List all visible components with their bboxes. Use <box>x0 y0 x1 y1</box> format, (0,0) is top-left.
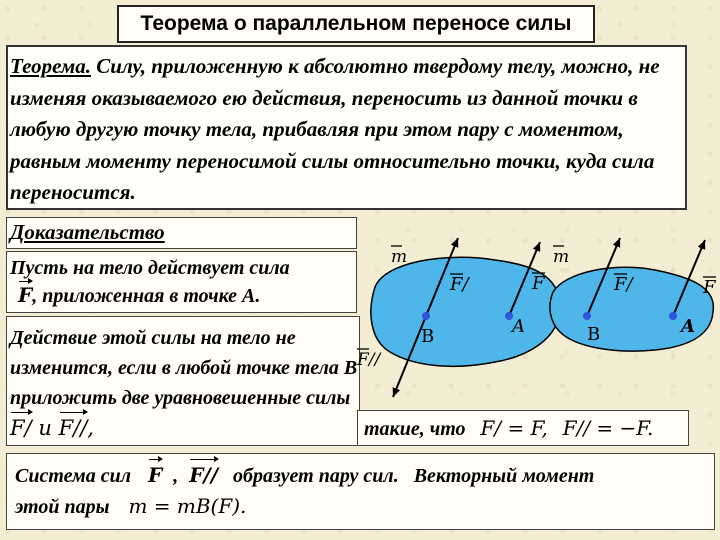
proof-label: Доказательство <box>10 220 165 244</box>
proof-para2: Действие этой силы на тело не изменится, если в любой точке тела B приложить две уравновешенные силы <box>10 327 358 409</box>
force-F-symbol: F <box>18 283 33 307</box>
forces-pair-formula: F/ и F//, <box>10 416 94 440</box>
label-F-right: F <box>703 277 716 298</box>
such-that-box <box>357 410 689 446</box>
system-F2-symbol: F// <box>189 460 218 490</box>
system-suffix: Векторный момент <box>413 465 595 487</box>
label-m-right: m <box>553 247 570 267</box>
label-m-left: m <box>391 247 408 267</box>
point-B-left <box>422 312 430 320</box>
label-B-right: B <box>587 324 601 345</box>
equation-2: F// = −F. <box>562 416 654 440</box>
such-that-label: такие, что <box>364 418 466 440</box>
label-F-left: F <box>532 273 545 294</box>
force-F1-symbol: F/ <box>10 413 32 443</box>
force-F2-symbol: F// <box>59 413 88 443</box>
theorem-box <box>6 45 687 210</box>
system-box <box>6 453 715 530</box>
label-F2-left: F// <box>357 350 381 370</box>
label-A-left: A <box>512 316 525 337</box>
title-box <box>117 5 595 43</box>
system-text: Система сил F , F// образует пару сил. Векторный момент этой пары m = mB(F). <box>15 460 594 522</box>
point-B-right <box>583 312 591 320</box>
moment-formula: m = mB(F). <box>128 494 247 518</box>
proof-label-box <box>6 217 357 249</box>
and-word: и <box>38 416 52 440</box>
equation-1: F/ = F, <box>480 416 548 440</box>
proof-intro-box <box>6 251 357 313</box>
theorem-text <box>10 51 682 209</box>
proof-body <box>10 323 358 444</box>
proof-body-box <box>6 316 360 446</box>
label-F1-right: F/ <box>614 274 633 295</box>
system-line2: этой пары <box>15 496 110 518</box>
page-title: Теорема о параллельном переносе силы <box>140 12 572 35</box>
system-middle: образует пару сил. <box>233 465 399 487</box>
label-B-left: B <box>421 326 435 347</box>
force-transfer-diagram <box>355 232 720 412</box>
label-F1-left: F/ <box>450 274 469 295</box>
system-F-symbol: F <box>148 460 162 490</box>
system-prefix: Система сил <box>15 465 131 487</box>
such-that-line <box>364 416 653 441</box>
proof-line2: , приложенная в точке A. <box>32 285 261 307</box>
proof-intro <box>10 255 355 310</box>
theorem-label: Теорема. <box>10 54 92 78</box>
theorem-body: Силу, приложенную к абсолютно твердому телу, можно, не изменяя оказываемого ею действия, переносить из данной точки в любую другую точку тела, прибавляя при этом пару с моментом, равным моменту переносимой силы относительно точки, куда сила переносится. <box>10 54 660 204</box>
label-A-right: A <box>681 316 695 337</box>
point-A-right <box>669 312 677 320</box>
proof-line1: Пусть на тело действует сила <box>10 257 290 279</box>
